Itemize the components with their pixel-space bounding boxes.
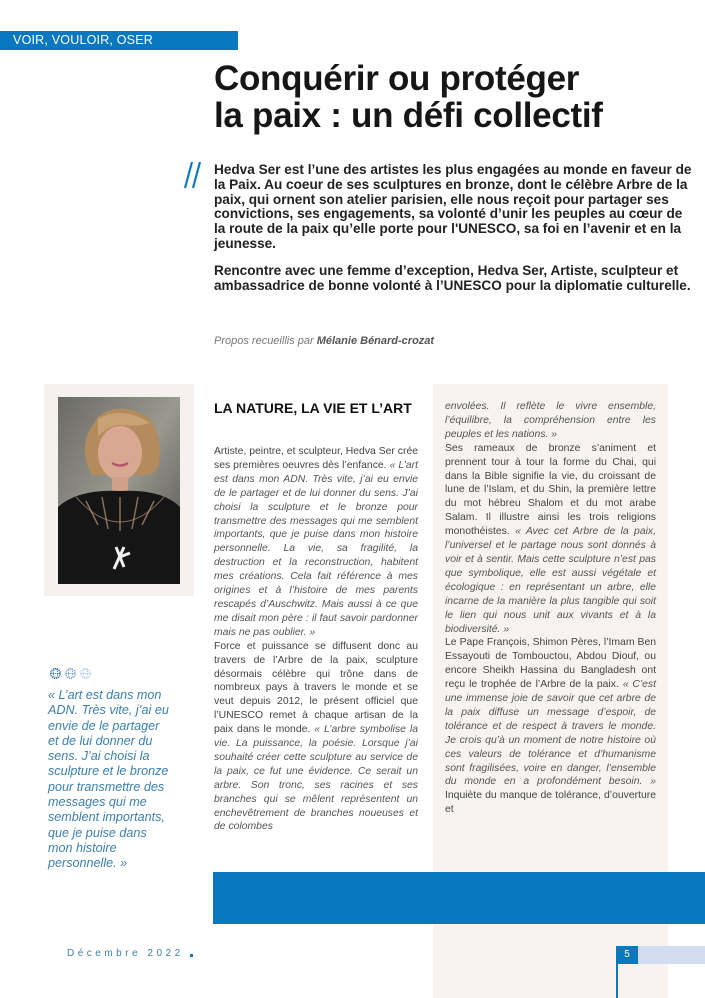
title-line-2: la paix : un défi collectif bbox=[214, 96, 603, 135]
section-tag: VOIR, VOULOIR, OSER bbox=[0, 31, 238, 50]
quote-text: « L’arbre symbolise la vie. La puissance, la poésie. Lorsque j’ai souhaité créer cette sculpture au service de la paix, ce fut une évidence. Ce serait un arbre. Son tronc, ses racines et ses branches qui se mêlent représentent un enchevêtrement de branches noueuses et de colombes bbox=[214, 724, 418, 833]
page-number-bar bbox=[638, 946, 705, 964]
article-column-2 bbox=[445, 400, 656, 817]
body-text: Ses rameaux de bronze s’animent et prennent tour à tour la forme du Chai, qui dans la Bible signifie la vie, du croissant de lune de l’Islam, et du Shin, la première lettre du mot hébreu Shalom et du mot arabe Salam. Il illustre ainsi les trois religions monothéistes. bbox=[445, 442, 656, 538]
footer-bullet bbox=[190, 954, 193, 957]
pull-quote-icons bbox=[50, 668, 91, 679]
body-text: Inquiète du manque de tolérance, d’ouverture et bbox=[445, 790, 656, 816]
page-number-rule bbox=[616, 964, 618, 998]
globe-icon bbox=[50, 668, 61, 679]
quote-text: « C’est une immense joie de savoir que cet arbre de la paix diffuse un message d’espoir, de tolérance et de respect à travers le monde. Je crois qu’à un moment de notre histoire où ces valeurs de tolérance et d’humanisme sont fragilisées, voire en danger, l’ensemble du monde en a profondément besoin. » bbox=[445, 679, 657, 788]
article-subheading: LA NATURE, LA VIE ET L’ART bbox=[214, 400, 412, 416]
body-text: Force et puissance se diffusent donc au travers de l’Arbre de la paix, sculpture désormais célèbre qui trône dans de nombreux pays à travers le monde et se veut depuis 2012, le présent officiel que l’UNESCO remet à chaque artisan de la paix dans le monde. bbox=[214, 640, 418, 736]
article-paragraph bbox=[445, 400, 656, 442]
article-paragraph bbox=[445, 442, 656, 637]
decorative-blue-band bbox=[213, 872, 705, 924]
quote-text: envolées. Il reflète le vivre ensemble, l’équilibre, la compréhension entre les peuples et les nations. » bbox=[445, 401, 656, 440]
article-column-1 bbox=[214, 445, 418, 834]
portrait-photo bbox=[58, 397, 180, 584]
article-paragraph bbox=[214, 445, 418, 640]
intro-lede bbox=[214, 163, 694, 305]
intro-paragraph-2: Rencontre avec une femme d’exception, Hedva Ser, Artiste, sculpteur et ambassadrice de bonne volonté à l’UNESCO pour la diplomatie culturelle. bbox=[214, 262, 691, 293]
title-line-1: Conquérir ou protéger bbox=[214, 59, 580, 98]
byline-author: Mélanie Bénard-crozat bbox=[316, 335, 435, 347]
pull-quote: « L’art est dans mon ADN. Très vite, j’ai eu envie de le partager et de lui donner du sens. J’ai choisi la sculpture et le bronze pour transmettre des messages qui me semblent importants, que je puise dans mon histoire personnelle. » bbox=[48, 688, 169, 871]
article-paragraph bbox=[214, 640, 418, 835]
body-text: Le Pape François, Shimon Pères, l’Imam Ben Essayouti de Tombouctou, Abdou Diouf, ou encore Sheikh Hassina du Bangladesh ont reçu le trophée de l’Arbre de la paix. bbox=[445, 637, 656, 691]
page-title bbox=[214, 60, 694, 134]
page-number: 5 bbox=[616, 946, 638, 964]
intro-paragraph-1: Hedva Ser est l’une des artistes les plus engagées au monde en faveur de la Paix. Au coeur de ses sculptures en bronze, dont le célèbre Arbre de la paix, qui ornent son atelier parisien, elle nous reçoit pour partager ses convictions, ses engagements, sa volonté d’unir les peuples au cœur de la route de la paix qu’elle porte pour l'UNESCO, sa foi en l’avenir et en la jeunesse. bbox=[214, 162, 692, 251]
globe-icon bbox=[80, 668, 91, 679]
footer-date: Décembre 2022 bbox=[67, 948, 184, 959]
article-paragraph bbox=[445, 636, 656, 817]
body-text: Artiste, peintre, et sculpteur, Hedva Ser crée ses premières oeuvres dès l’enfance. bbox=[214, 446, 418, 471]
quote-text: « Avec cet Arbre de la paix, l’universel et le partage nous sont donnés à voir et à sentir. Mais cette sculpture n’est pas que symbolique, elle est aussi végétale et écologique : en représentant un arbre, elle incarne de la manière la plus tangible qui soit le lien qui nous unit aux vivants et à la biodiversité. » bbox=[445, 526, 657, 635]
double-slash-icon bbox=[183, 160, 203, 190]
quote-text: « L’art est dans mon ADN. Très vite, j’ai eu envie de le partager et de lui donner du sens. J’ai choisi la sculpture et le bronze pour transmettre des messages qui me semblent importants, que je puise dans mon histoire personnelle. La vie, sa fragilité, la destruction et la reconstruction, habitent mes créations. Cela fait référence à mes origines et à l’histoire de mes parents rescapés d’Auschwitz. Mais aussi à ce que me disait mon père : il faut savoir pardonner mais ne pas oublier. » bbox=[214, 459, 418, 638]
globe-icon bbox=[65, 668, 76, 679]
byline-prefix: Propos recueillis par bbox=[214, 335, 317, 347]
byline bbox=[214, 335, 434, 347]
